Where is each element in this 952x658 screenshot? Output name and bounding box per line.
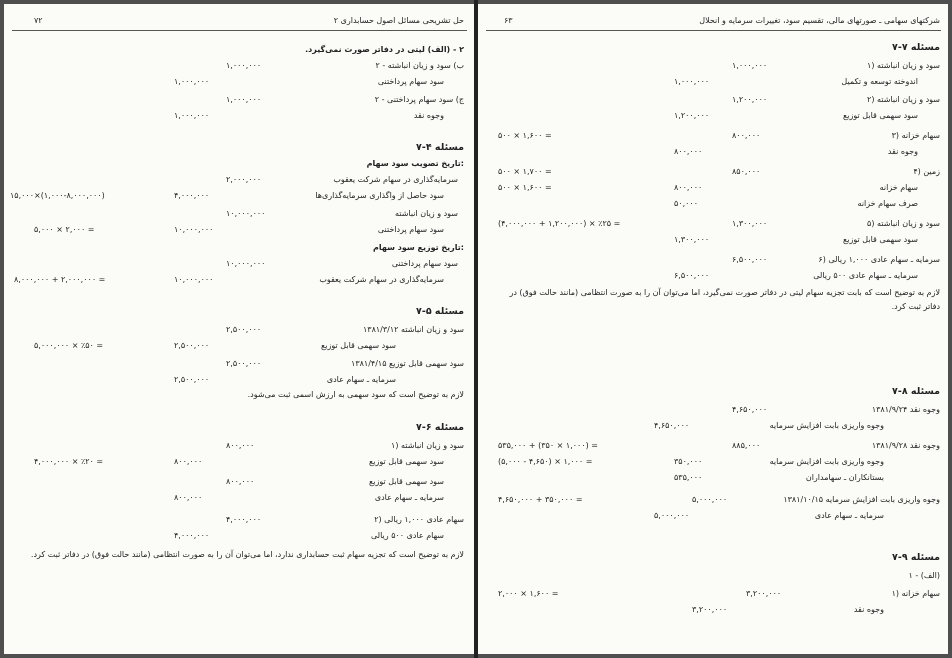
entry-label: ۲ - ب) سود و زیان انباشته (375, 61, 464, 70)
credit-amount: ۴,۰۰۰,۰۰۰ (174, 531, 210, 540)
entry-label: وجوه واریزی بابت افزایش سرمایه (769, 421, 884, 430)
problem-title: مسئله ۵-۷ (416, 306, 464, 317)
entry-label: ۲) سهام عادی ۱,۰۰۰ ریالی (374, 515, 464, 524)
credit-amount: ۱,۰۰۰,۰۰۰ (174, 77, 210, 86)
debit-amount: ۸۰۰,۰۰۰ (732, 131, 761, 140)
note: لازم به توضیح است که بابت تجزیه سهام لیتی در دفاتر صورت نمی‌گیرد، اما می‌توان آن را به صورت انتظامی (مانند حالت فوق) در دفاتر ثبت کرد. (509, 288, 940, 311)
entry-label: ۱) سهام خزانه (891, 589, 940, 598)
credit-amount: ۵۰,۰۰۰ (674, 199, 699, 208)
debit-amount: ۳,۲۰۰,۰۰۰ (746, 589, 782, 598)
entry-label: سهام خزانه (879, 183, 918, 192)
credit-amount: ۵۳۵,۰۰۰ (674, 473, 703, 482)
entry-label: ۶) سرمایه ـ سهام عادی ۱,۰۰۰ ریالی (818, 255, 940, 264)
credit-amount: ۶,۵۰۰,۰۰۰ (674, 271, 710, 280)
subheading: تاریخ تصویب سود سهام: (366, 159, 464, 168)
left-page (4, 4, 474, 654)
calculation: ۵,۰۰۰ × ۲,۰۰۰ = (34, 225, 95, 234)
credit-amount: ۸۰۰,۰۰۰ (674, 183, 703, 192)
calculation: ۴,۶۵۰,۰۰۰ + ۳۵۰,۰۰۰ = (498, 495, 583, 504)
entry-label: سهام عادی ۵۰۰ ریالی (371, 531, 444, 540)
entry-label: سود سهمی قابل توزیع (369, 457, 444, 466)
entry-label: وجوه واریزی بابت افزایش سرمایه (769, 457, 884, 466)
entry-label: وجوه نقد (853, 605, 884, 614)
note: لازم به توضیح است که تجزیه سهام ثبت حسابداری ندارد، اما می‌توان آن را به صورت انتظامی (مانند حالت فوق) در دفاتر ثبت کرد. (30, 550, 464, 559)
debit-amount: ۴,۶۵۰,۰۰۰ (732, 405, 768, 414)
debit-amount: ۸۰۰,۰۰۰ (226, 441, 255, 450)
entry-label: سرمایه ـ سهام عادی ۵۰۰ ریالی (813, 271, 918, 280)
credit-amount: ۴,۶۵۰,۰۰۰ (654, 421, 690, 430)
entry-label: سود حاصل از واگذاری سرمایه‌گذاری‌ها (315, 191, 444, 200)
entry-label: سود سهمی قابل توزیع (843, 111, 918, 120)
credit-amount: ۱۰,۰۰۰,۰۰۰ (174, 275, 214, 284)
entry-label: سود سهمی قابل توزیع (321, 341, 396, 350)
debit-amount: ۱,۰۰۰,۰۰۰ (732, 61, 768, 70)
line: ۲ - (الف) لیتی در دفاتر صورت نمی‌گیرد. (305, 45, 464, 54)
entry-label: ۱) سود و زیان انباشته (867, 61, 940, 70)
debit-amount: ۱,۳۰۰,۰۰۰ (732, 219, 768, 228)
problem-title: مسئله ۴-۷ (416, 142, 464, 153)
running-title: حل تشریحی مسائل اصول حسابداری ۲ (333, 16, 464, 25)
credit-amount: ۸۰۰,۰۰۰ (674, 147, 703, 156)
entry-label: سرمایه ـ سهام عادی (814, 511, 884, 520)
entry-label: سود سهمی قابل توزیع (843, 235, 918, 244)
entry-label: سرمایه ـ سهام عادی (326, 375, 396, 384)
credit-amount: ۸۰۰,۰۰۰ (174, 457, 203, 466)
entry-label: ۱۳۸۱/۱۰/۱۵ وجوه واریزی بابت افزایش سرمایه (783, 495, 940, 504)
debit-amount: ۶,۵۰۰,۰۰۰ (732, 255, 768, 264)
credit-amount: ۱,۲۰۰,۰۰۰ (674, 111, 710, 120)
entry-label: سرمایه‌گذاری در سهام شرکت یعقوب (319, 275, 444, 284)
credit-amount: ۱۰,۰۰۰,۰۰۰ (174, 225, 214, 234)
problem-title: مسئله ۶-۷ (416, 422, 464, 433)
credit-amount: ۳,۲۰۰,۰۰۰ (692, 605, 728, 614)
debit-amount: ۱,۰۰۰,۰۰۰ (226, 61, 262, 70)
note: لازم به توضیح است که سود سهمی به ارزش اسمی ثبت می‌شود. (247, 390, 464, 399)
entry-label: بستانکاران ـ سهامداران (805, 473, 884, 482)
calculation: (۵,۰۰۰ - ۴,۶۵۰) × ۱,۰۰۰ = (498, 457, 593, 466)
running-title: شرکتهای سهامی ـ صورتهای مالی، تقسیم سود، تغییرات سرمایه و انحلال (699, 16, 940, 25)
entry-label: سود سهمی قابل توزیع (369, 477, 444, 486)
debit-amount: ۸۸۵,۰۰۰ (732, 441, 761, 450)
credit-amount: ۸۰۰,۰۰۰ (174, 493, 203, 502)
page-number: ۶۳ (504, 16, 513, 25)
calculation: ۴,۰۰۰,۰۰۰ × ٪۲۰ = (34, 457, 104, 466)
entry-label: سود سهام پرداختنی (391, 259, 458, 268)
credit-amount: ۱,۰۰۰,۰۰۰ (674, 77, 710, 86)
entry-label: سود سهام پرداختنی (377, 77, 444, 86)
entry-label: ۴) زمین (913, 167, 940, 176)
calculation: ۵۰۰ × ۱,۷۰۰ = (498, 167, 552, 176)
credit-amount: ۱,۰۰۰,۰۰۰ (174, 111, 210, 120)
problem-title: مسئله ۸-۷ (892, 386, 940, 397)
credit-amount: ۴,۰۰۰,۰۰۰ (174, 191, 210, 200)
entry-label: اندوخته توسعه و تکمیل (841, 77, 918, 86)
calculation: ۵۰۰ × ۱,۶۰۰ = (498, 183, 552, 192)
entry-label: ۱۳۸۱/۴/۱۵ سود سهمی قابل توزیع (351, 359, 464, 368)
debit-amount: ۸۰۰,۰۰۰ (226, 477, 255, 486)
calculation: (۴,۰۰۰,۰۰۰ + ۱,۲۰۰,۰۰۰) × ٪۲۵ = (498, 219, 621, 228)
entry-label: سرمایه‌گذاری در سهام شرکت یعقوب (333, 175, 458, 184)
calculation: ۸,۰۰۰,۰۰۰ + ۲,۰۰۰,۰۰۰ = (14, 275, 106, 284)
calculation: ۵,۰۰۰,۰۰۰ × ٪۵۰ = (34, 341, 104, 350)
subheading: تاریخ توزیع سود سهام: (372, 243, 464, 252)
credit-amount: ۲,۵۰۰,۰۰۰ (174, 375, 210, 384)
entry-label: صرف سهام خزانه (857, 199, 918, 208)
entry-label: ۳) سهام خزانه (891, 131, 940, 140)
debit-amount: ۱۰,۰۰۰,۰۰۰ (226, 259, 266, 268)
entry-label: سود سهام پرداختنی (377, 225, 444, 234)
problem-title: مسئله ۷-۷ (892, 42, 940, 53)
entry-label: ۱۳۸۱/۳/۱۲ سود و زیان انباشته (362, 325, 464, 334)
header-rule (486, 30, 941, 31)
calculation: ۱۵,۰۰۰×(۱,۰۰۰-۸,۰۰۰,۰۰۰) (10, 191, 105, 200)
debit-amount: ۲,۰۰۰,۰۰۰ (226, 175, 262, 184)
credit-amount: ۳۵۰,۰۰۰ (674, 457, 703, 466)
debit-amount: ۱,۲۰۰,۰۰۰ (732, 95, 768, 104)
entry-label: ۱۳۸۱/۹/۲۴ وجوه نقد (871, 405, 940, 414)
debit-amount: ۸۵۰,۰۰۰ (732, 167, 761, 176)
calculation: ۵۰۰ × ۱,۶۰۰ = (498, 131, 552, 140)
entry-label: وجوه نقد (887, 147, 918, 156)
entry-label: ۵) سود و زیان انباشته (867, 219, 940, 228)
calculation: ۵۳۵,۰۰۰ + (۳۵۰ × ۱,۰۰۰) = (498, 441, 599, 450)
entry-label: وجوه نقد (413, 111, 444, 120)
entry-label: ۱۳۸۱/۹/۲۸ وجوه نقد (871, 441, 940, 450)
debit-amount: ۲,۵۰۰,۰۰۰ (226, 359, 262, 368)
debit-amount: ۴,۰۰۰,۰۰۰ (226, 515, 262, 524)
entry-label: سود و زیان انباشته (395, 209, 458, 218)
page-number: ۷۲ (34, 16, 43, 25)
credit-amount: ۱,۳۰۰,۰۰۰ (674, 235, 710, 244)
right-page (478, 4, 948, 654)
entry-label: سرمایه ـ سهام عادی (374, 493, 444, 502)
problem-title: مسئله ۹-۷ (892, 552, 940, 563)
debit-amount: ۱۰,۰۰۰,۰۰۰ (226, 209, 266, 218)
calculation: ۲,۰۰۰ × ۱,۶۰۰ = (498, 589, 559, 598)
debit-amount: ۱,۰۰۰,۰۰۰ (226, 95, 262, 104)
debit-amount: ۵,۰۰۰,۰۰۰ (692, 495, 728, 504)
entry-label: ۲) سود و زیان انباشته (867, 95, 940, 104)
credit-amount: ۲,۵۰۰,۰۰۰ (174, 341, 210, 350)
entry-label: ۱) سود و زیان انباشته (391, 441, 464, 450)
credit-amount: ۵,۰۰۰,۰۰۰ (654, 511, 690, 520)
subheading: ۱ - (الف) (908, 571, 940, 580)
entry-label: ۲ - ج) سود سهام پرداختنی (374, 95, 464, 104)
debit-amount: ۲,۵۰۰,۰۰۰ (226, 325, 262, 334)
header-rule (12, 30, 467, 31)
